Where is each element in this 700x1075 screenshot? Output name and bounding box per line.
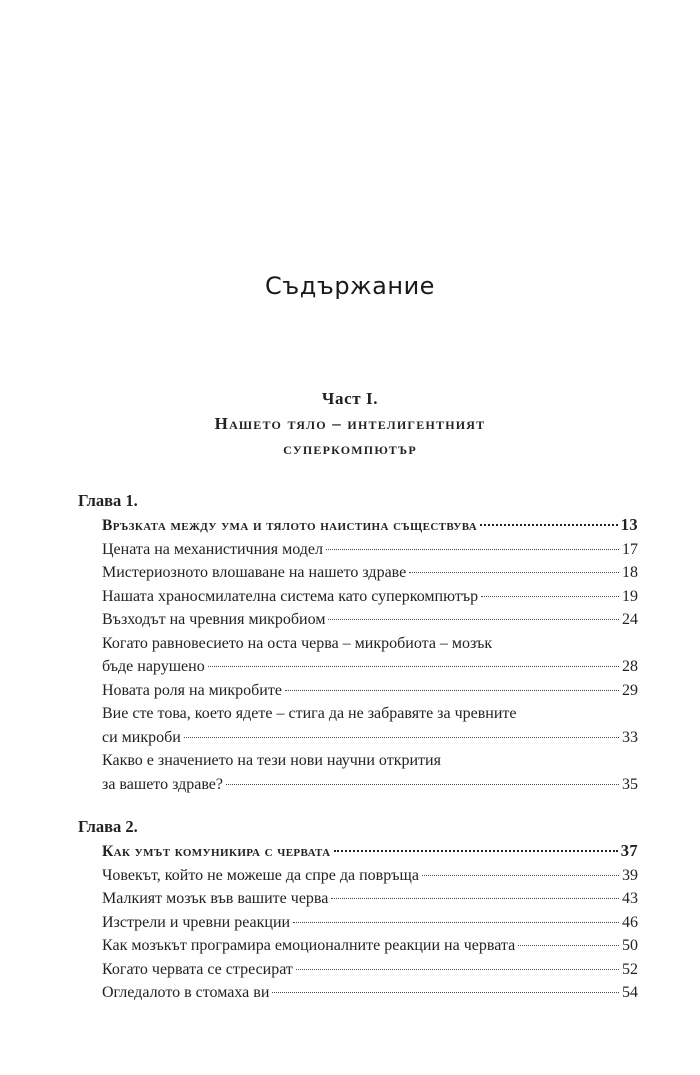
part-title-line-1: Нашето тяло – интелигентният <box>214 414 486 433</box>
entry-title: за вашето здраве? <box>102 775 224 793</box>
chapter-2 <box>78 815 638 1005</box>
dot-leader <box>422 875 619 876</box>
entry-title: Мистериозното влошаване на нашето здраве <box>102 564 407 581</box>
entry-title-line-1: Вие сте това, което ядете – стига да не забравяте за чревните <box>102 705 517 722</box>
entry-title: Възходът на чревния микробиом <box>102 611 326 628</box>
entry-title: Новата роля на микробите <box>102 681 282 699</box>
toc-entry[interactable] <box>78 981 638 1005</box>
page-number: 19 <box>622 587 638 605</box>
page-number: 13 <box>620 515 638 534</box>
page-number: 17 <box>622 540 638 558</box>
entry-title: Когато червата се стресират <box>102 960 293 978</box>
toc-entry[interactable] <box>78 585 638 609</box>
page-number: 50 <box>622 937 638 954</box>
chapter-main-entry[interactable] <box>78 513 638 538</box>
page-number: 46 <box>622 913 638 931</box>
toc-entry[interactable] <box>78 958 638 982</box>
dot-leader <box>272 992 619 993</box>
toc-entry[interactable] <box>78 702 638 749</box>
page-number: 28 <box>622 658 638 675</box>
toc-entry[interactable] <box>78 887 638 911</box>
entry-title: Как мозъкът програмира емоционалните реакции на червата <box>102 937 516 954</box>
chapter-1 <box>78 489 638 796</box>
dot-leader <box>334 850 618 852</box>
page-number: 39 <box>622 866 638 884</box>
dot-leader <box>480 524 618 526</box>
dot-leader <box>226 784 619 785</box>
page-number: 18 <box>622 564 638 581</box>
chapter-main-entry[interactable] <box>78 839 638 864</box>
dot-leader <box>326 549 619 550</box>
toc-entry[interactable] <box>78 608 638 632</box>
dot-leader <box>296 969 619 970</box>
page-number: 54 <box>622 984 638 1001</box>
chapter-label: Глава 2. <box>78 817 138 836</box>
entry-title-line-1: Какво е значението на тези нови научни открития <box>102 752 441 769</box>
dot-leader <box>293 922 619 923</box>
entry-title: Връзката между ума и тялото наистина съществува <box>102 517 478 534</box>
toc-entry[interactable] <box>78 911 638 935</box>
entry-title: Човекът, който не можеше да спре да повръща <box>102 866 419 884</box>
page-number: 52 <box>622 960 638 978</box>
toc-entry[interactable] <box>78 561 638 585</box>
entry-title: Малкият мозък във вашите черва <box>102 890 329 907</box>
toc-entry[interactable] <box>78 864 638 888</box>
page-number: 29 <box>622 681 638 699</box>
toc-entry[interactable] <box>78 679 638 703</box>
entry-title: си микроби <box>102 728 181 746</box>
dot-leader <box>285 690 619 691</box>
entry-title-line-1: Когато равновесието на оста черва – микробиота – мозък <box>102 634 493 652</box>
entry-title: Нашата храносмилателна система като суперкомпютър <box>102 587 479 605</box>
page-number: 43 <box>622 890 638 907</box>
page-number: 35 <box>622 775 638 793</box>
entry-title: Изстрели и чревни реакции <box>102 913 291 931</box>
toc-entry[interactable] <box>78 749 638 796</box>
part-heading <box>0 386 700 461</box>
part-title-line-2: суперкомпютър <box>283 439 417 458</box>
page-number: 37 <box>620 841 638 860</box>
dot-leader <box>208 666 619 667</box>
entry-title: Цената на механистичния модел <box>102 540 323 558</box>
toc-entry[interactable] <box>78 934 638 958</box>
entry-title: Огледалото в стомаха ви <box>102 984 270 1001</box>
dot-leader <box>481 596 619 597</box>
entry-title: бъде нарушено <box>102 658 205 675</box>
entry-title: Как умът комуникира с червата <box>102 843 331 860</box>
dot-leader <box>184 737 619 738</box>
toc-entry[interactable] <box>78 632 638 679</box>
dot-leader <box>518 945 619 946</box>
page-number: 33 <box>622 728 638 746</box>
dot-leader <box>331 898 619 899</box>
page-title: Съдържание <box>265 272 435 300</box>
chapter-label: Глава 1. <box>78 491 138 510</box>
part-number: Част I. <box>321 389 379 408</box>
page-number: 24 <box>622 611 638 628</box>
dot-leader <box>409 572 619 573</box>
toc-entry[interactable] <box>78 538 638 562</box>
dot-leader <box>328 619 619 620</box>
